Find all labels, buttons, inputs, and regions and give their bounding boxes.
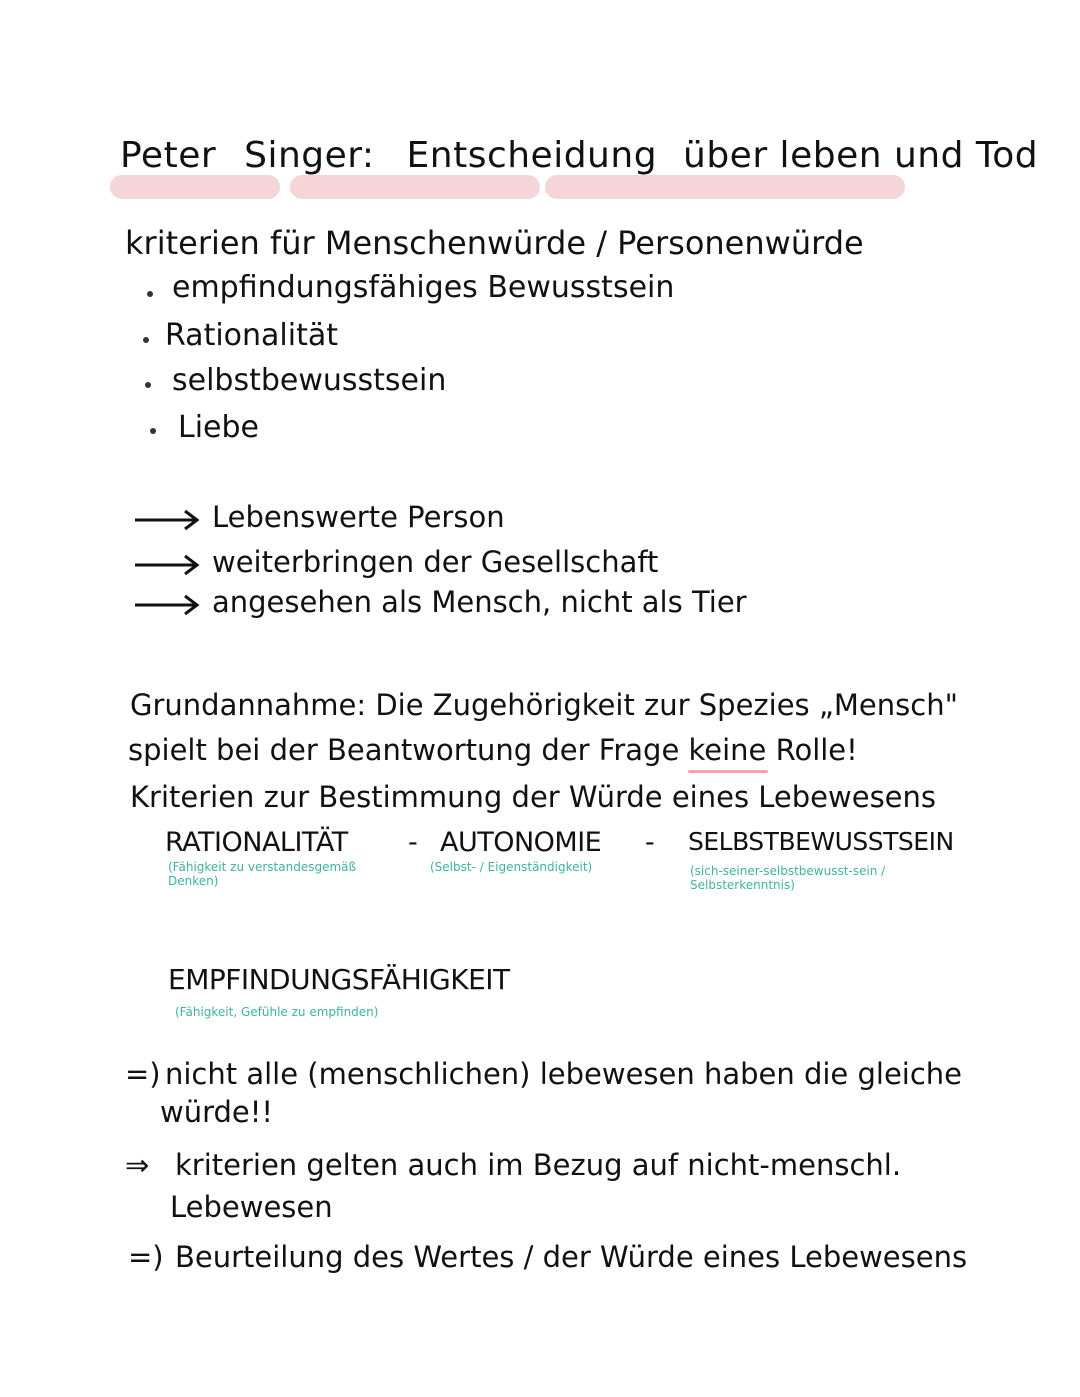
bullet-dot <box>147 291 153 297</box>
assumption-line: Kriterien zur Bestimmung der Würde eines Lebewesens <box>130 780 937 814</box>
arrow-item: Lebenswerte Person <box>212 500 505 534</box>
bullet-dot <box>150 428 156 434</box>
bullet-dot <box>143 337 149 343</box>
term-rationality-note: (Fähigkeit zu verstandesgemäß Denken) <box>168 860 357 888</box>
term-selfawareness: SELBSTBEWUSSTSEIN <box>688 827 954 856</box>
conclusion-line: Lebewesen <box>170 1190 333 1224</box>
title-highlight-1 <box>110 175 280 199</box>
conclusion-arrow-icon: =) <box>128 1240 164 1274</box>
conclusion-line: würde!! <box>160 1095 274 1129</box>
arrow-right-icon <box>133 590 203 620</box>
conclusion-line: kriterien gelten auch im Bezug auf nicht-menschl. <box>175 1148 902 1182</box>
assumption-line: spielt bei der Beantwortung der Frage keine Rolle! <box>128 733 858 767</box>
criteria-item: Liebe <box>178 410 260 445</box>
title-topic-2: über leben und Tod <box>683 135 1039 176</box>
title-highlight-2 <box>290 175 540 199</box>
arrow-item: angesehen als Mensch, nicht als Tier <box>212 585 747 619</box>
title-highlight-3 <box>545 175 905 199</box>
keine-underline <box>688 770 768 773</box>
term-autonomy-note: (Selbst- / Eigenständigkeit) <box>430 860 593 874</box>
term-selfawareness-note: (sich-seiner-selbstbewusst-sein / Selbsterkenntnis) <box>690 864 886 892</box>
term-sentience: EMPFINDUNGSFÄHIGKEIT <box>168 963 510 996</box>
criteria-item: empfindungsfähiges Bewusstsein <box>172 270 675 305</box>
term-autonomy: AUTONOMIE <box>440 827 602 858</box>
conclusion-arrow-icon: ⇒ <box>125 1148 150 1182</box>
page-title <box>120 135 1038 176</box>
term-dash: - <box>408 827 418 858</box>
term-dash: - <box>645 827 655 858</box>
bullet-dot <box>145 382 151 388</box>
assumption-line: Grundannahme: Die Zugehörigkeit zur Spezies „Mensch" <box>130 688 958 722</box>
title-name-first: Peter <box>120 135 217 176</box>
criteria-item: selbstbewusstsein <box>172 363 447 398</box>
criteria-heading: kriterien für Menschenwürde / Personenwürde <box>125 224 864 262</box>
criteria-item: Rationalität <box>165 318 338 353</box>
arrow-right-icon <box>133 505 203 535</box>
arrow-right-icon <box>133 550 203 580</box>
term-rationality: RATIONALITÄT <box>165 827 348 858</box>
title-name-last: Singer: <box>244 135 375 176</box>
conclusion-line: nicht alle (menschlichen) lebewesen haben die gleiche <box>165 1057 963 1091</box>
conclusion-arrow-icon: =) <box>125 1057 161 1091</box>
title-topic-1: Entscheidung <box>406 135 658 176</box>
conclusion-line: Beurteilung des Wertes / der Würde eines Lebewesens <box>175 1240 968 1274</box>
arrow-item: weiterbringen der Gesellschaft <box>212 545 659 579</box>
term-sentience-note: (Fähigkeit, Gefühle zu empfinden) <box>175 1005 379 1019</box>
